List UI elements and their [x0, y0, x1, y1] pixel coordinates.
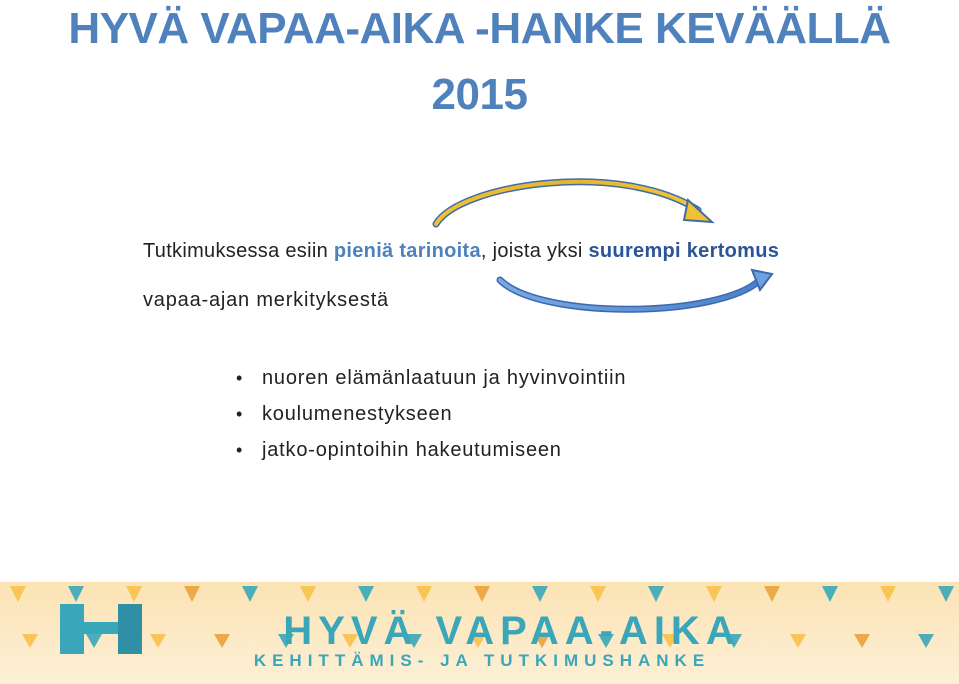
project-logo-banner	[0, 582, 959, 684]
logo-subtitle: KEHITTÄMIS- JA TUTKIMUSHANKE	[253, 651, 711, 670]
bullet-icon: •	[236, 440, 244, 460]
list-item: • koulumenestykseen	[236, 403, 453, 425]
intro-text-line2: vapaa-ajan merkityksestä	[143, 289, 389, 311]
highlight-small-stories: pieniä tarinoita	[333, 240, 481, 262]
top-curved-arrow-icon	[436, 182, 712, 224]
bullet-icon: •	[236, 404, 244, 424]
highlight-larger-story: suurempi kertomus	[588, 240, 780, 262]
intro-text	[143, 240, 779, 263]
intro-text-part2: , joista yksi	[480, 240, 589, 262]
logo-title: HYVÄ VAPAA-AIKA	[283, 609, 741, 653]
intro-text-part1: Tutkimuksessa esiin	[143, 240, 334, 262]
slide-title: HYVÄ VAPAA-AIKA -HANKE KEVÄÄLLÄ	[68, 4, 891, 53]
slide-title-year: 2015	[431, 70, 528, 119]
bullet-icon: •	[236, 368, 244, 388]
bullet-list	[236, 366, 626, 474]
bottom-curved-arrow-icon	[500, 270, 772, 309]
list-item: • nuoren elämänlaatuun ja hyvinvointiin	[236, 367, 627, 389]
list-item: • jatko-opintoihin hakeutumiseen	[236, 439, 562, 461]
